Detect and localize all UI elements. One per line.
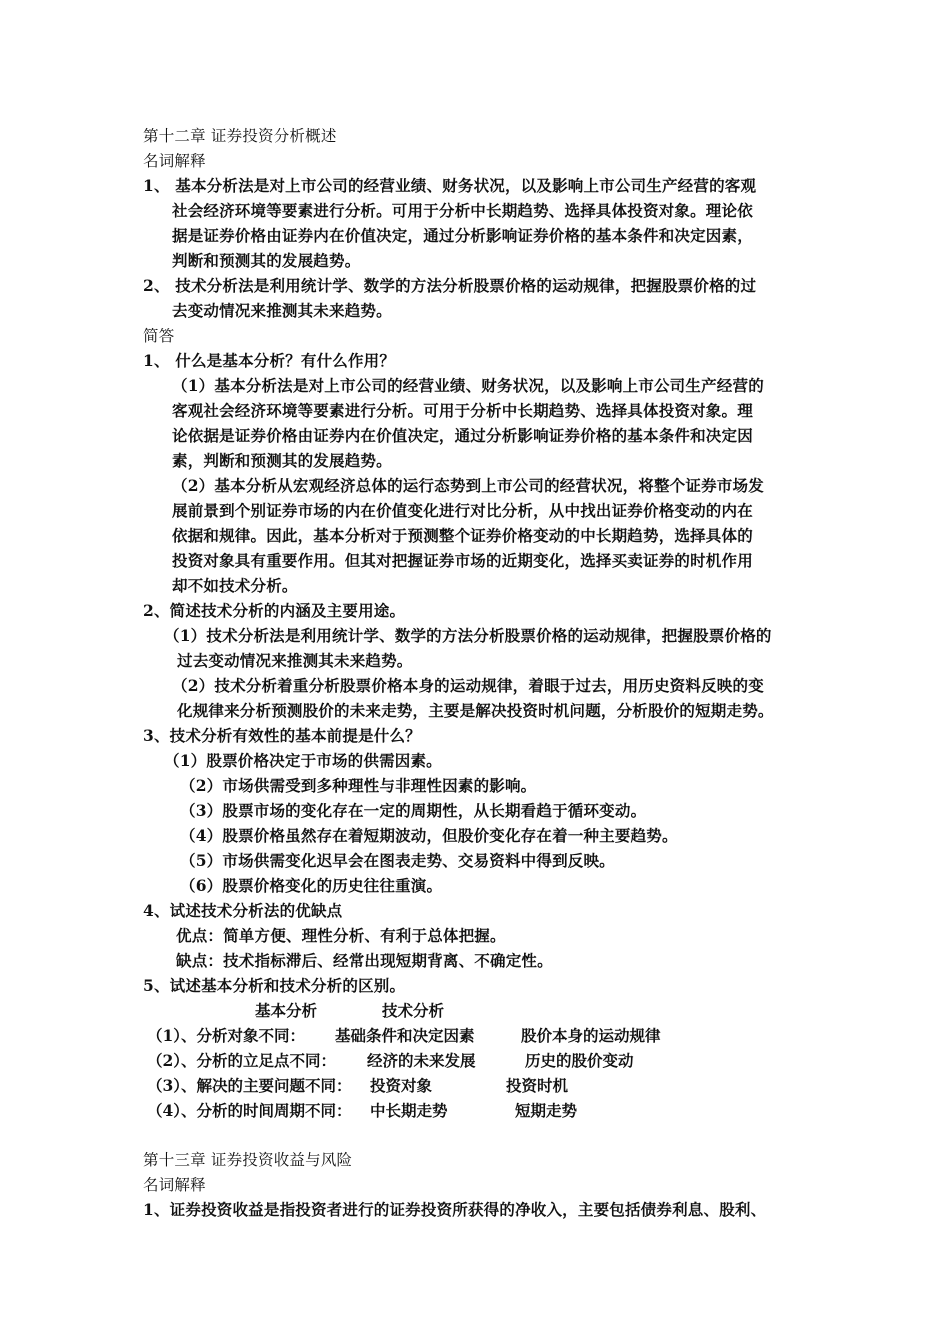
table-row-4-technical: 短期走势	[515, 1101, 578, 1120]
term-1-line-3: 据是证券价格由证券内在价值决定，通过分析影响证券价格的基本条件和决定因素，	[172, 226, 753, 245]
chapter-13-terms-heading: 名词解释	[143, 1176, 206, 1194]
qa-heading: 简答	[143, 327, 175, 345]
q1-answer-1-line-2: 客观社会经济环境等要素进行分析。可用于分析中长期趋势、选择具体投资对象。理	[172, 401, 753, 420]
q1-answer-2-line-5: 却不如技术分析。	[172, 576, 298, 595]
q3-item-3: （3）股票市场的变化存在一定的周期性，从长期看趋于循环变动。	[180, 801, 647, 820]
q1-answer-2-line-4: 投资对象具有重要作用。但其对把握证券市场的近期变化，选择买卖证券的时机作用	[172, 551, 753, 570]
term-2-line-1: 2、 技术分析法是利用统计学、数学的方法分析股票价格的运动规律，把握股票价格的过	[143, 276, 757, 295]
table-row-3-basic: 投资对象	[370, 1076, 433, 1095]
q2-answer-1-line-2: 过去变动情况来推测其未来趋势。	[177, 651, 413, 670]
question-5: 5、试述基本分析和技术分析的区别。	[143, 976, 406, 995]
q3-item-5: （5）市场供需变化迟早会在图表走势、交易资料中得到反映。	[180, 851, 615, 870]
chapter-13-title: 第十三章 证券投资收益与风险	[143, 1151, 353, 1169]
q3-item-2: （2）市场供需受到多种理性与非理性因素的影响。	[180, 776, 537, 795]
table-row-1-label: （1）、分析对象不同：	[147, 1026, 306, 1045]
q2-answer-2-line-2: 化规律来分析预测股价的未来走势，主要是解决投资时机问题，分析股价的短期走势。	[177, 701, 774, 720]
q3-item-4: （4）股票价格虽然存在着短期波动，但股价变化存在着一种主要趋势。	[180, 826, 678, 845]
question-2: 2、简述技术分析的内涵及主要用途。	[143, 601, 406, 620]
question-3: 3、技术分析有效性的基本前提是什么？	[143, 726, 421, 745]
q1-answer-2-line-3: 依据和规律。因此，基本分析对于预测整个证券价格变动的中长期趋势，选择具体的	[172, 526, 753, 545]
table-row-2-technical: 历史的股价变动	[525, 1051, 634, 1070]
table-header-basic: 基本分析	[255, 1001, 318, 1020]
table-row-4-basic: 中长期走势	[370, 1101, 448, 1120]
question-1: 1、 什么是基本分析？有什么作用？	[143, 351, 396, 370]
table-row-3-label: （3）、解决的主要问题不同：	[147, 1076, 352, 1095]
chapter-13-term-1: 1、证券投资收益是指投资者进行的证券投资所获得的净收入，主要包括债券利息、股利、	[143, 1200, 767, 1219]
term-1-line-1: 1、 基本分析法是对上市公司的经营业绩、财务状况，以及影响上市公司生产经营的客观	[143, 176, 757, 195]
table-row-1-basic: 基础条件和决定因素	[335, 1026, 475, 1045]
term-2-line-2: 去变动情况来推测其未来趋势。	[172, 301, 392, 320]
q4-disadvantages: 缺点：技术指标滞后、经常出现短期背离、不确定性。	[176, 951, 553, 970]
q3-item-6: （6）股票价格变化的历史往往重演。	[180, 876, 443, 895]
q1-answer-1-line-4: 素，判断和预测其的发展趋势。	[172, 451, 392, 470]
q4-advantages: 优点：简单方便、理性分析、有利于总体把握。	[176, 926, 506, 945]
q2-answer-2-line-1: （2）技术分析着重分析股票价格本身的运动规律，着眼于过去，用历史资料反映的变	[172, 676, 764, 695]
q2-answer-1-line-1: （1）技术分析法是利用统计学、数学的方法分析股票价格的运动规律，把握股票价格的	[164, 626, 772, 645]
terms-heading: 名词解释	[143, 152, 206, 170]
q1-answer-1-line-1: （1）基本分析法是对上市公司的经营业绩、财务状况，以及影响上市公司生产经营的	[172, 376, 764, 395]
term-1-line-4: 判断和预测其的发展趋势。	[172, 251, 361, 270]
table-row-2-basic: 经济的未来发展	[367, 1051, 476, 1070]
q1-answer-1-line-3: 论依据是证券价格由证券内在价值决定，通过分析影响证券价格的基本条件和决定因	[172, 426, 753, 445]
chapter-12-title: 第十二章 证券投资分析概述	[143, 127, 337, 145]
table-row-4-label: （4）、分析的时间周期不同：	[147, 1101, 352, 1120]
table-row-3-technical: 投资时机	[506, 1076, 569, 1095]
term-1-line-2: 社会经济环境等要素进行分析。可用于分析中长期趋势、选择具体投资对象。理论依	[172, 201, 753, 220]
table-row-1-technical: 股价本身的运动规律	[521, 1026, 661, 1045]
q1-answer-2-line-1: （2）基本分析从宏观经济总体的运行态势到上市公司的经营状况，将整个证券市场发	[172, 476, 764, 495]
question-4: 4、试述技术分析法的优缺点	[143, 901, 343, 920]
q1-answer-2-line-2: 展前景到个别证券市场的内在价值变化进行对比分析，从中找出证券价格变动的内在	[172, 501, 753, 520]
table-header-technical: 技术分析	[382, 1001, 445, 1020]
q3-item-1: （1）股票价格决定于市场的供需因素。	[164, 751, 442, 770]
table-row-2-label: （2）、分析的立足点不同：	[147, 1051, 337, 1070]
